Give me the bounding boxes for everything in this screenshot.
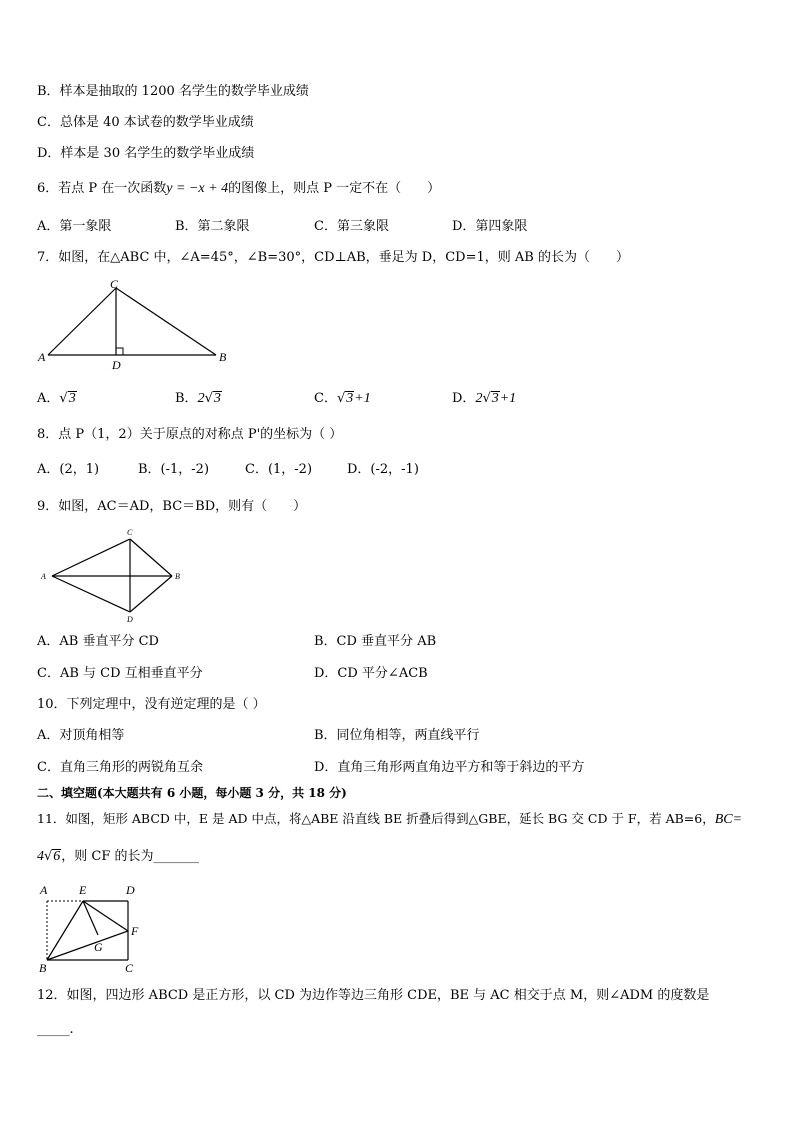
q7-label-d: D <box>112 358 121 372</box>
q11-label-a: A <box>40 883 48 897</box>
q12-stem: 12．如图，四边形 ABCD 是正方形，以 CD 为边作等边三角形 CDE，BE 与 AC 相交于点 M，则∠ADM 的度数是 <box>37 988 710 1003</box>
section-heading: 二、填空题(本大题共有 6 小题，每小题 3 分，共 18 分) <box>37 786 347 800</box>
q10-option-a: A．对顶角相等 <box>37 728 125 743</box>
q5-option-c: C．总体是 40 本试卷的数学毕业成绩 <box>37 115 254 130</box>
q7-label-c: C <box>110 277 119 291</box>
q11-label-d: D <box>126 883 135 897</box>
q11-label-b: B <box>39 961 47 975</box>
q6-stem-post: 的图像上，则点 P 一定不在（ ） <box>228 181 441 196</box>
q7-label-b: B <box>219 350 227 364</box>
q10-stem: 10．下列定理中，没有逆定理的是（ ） <box>37 697 266 712</box>
q9-label-b: B <box>175 572 180 581</box>
q10-option-b: B．同位角相等，两直线平行 <box>314 728 480 743</box>
q9-option-b: B．CD 垂直平分 AB <box>314 634 437 649</box>
q8-option-a: A．(2，1) <box>37 462 100 477</box>
q10-option-c: C．直角三角形的两锐角互余 <box>37 760 203 775</box>
q11-stem-cont: 4√6，则 CF 的长为_______ <box>37 849 200 864</box>
q11-label-f: F <box>131 924 139 938</box>
q7-triangle-figure <box>36 276 236 372</box>
q9-option-d: D．CD 平分∠ACB <box>314 666 428 681</box>
q8-option-d: D．(-2，-1) <box>347 462 419 477</box>
q6-option-a: A．第一象限 <box>37 219 112 234</box>
q5-option-d: D．样本是 30 名学生的数学毕业成绩 <box>37 146 255 161</box>
q5-option-b: B．样本是抽取的 1200 名学生的数学毕业成绩 <box>37 84 309 99</box>
q7-option-d: D．2√3+1 <box>452 391 517 406</box>
q11-bc-label: BC= <box>714 812 743 827</box>
q6-stem-pre: 6．若点 P 在一次函数 <box>37 181 167 196</box>
q7-label-a: A <box>38 350 46 364</box>
q9-label-a: A <box>41 572 46 581</box>
sqrt-icon: √3 <box>59 391 76 406</box>
q11-label-g: G <box>94 940 103 954</box>
sqrt-icon: √3 <box>336 391 354 406</box>
q12-answer-blank: _____. <box>37 1022 74 1037</box>
q8-option-c: C．(1，-2) <box>245 462 313 477</box>
q9-option-c: C．AB 与 CD 互相垂直平分 <box>37 666 203 681</box>
q7-option-b: B．2√3 <box>175 391 221 406</box>
sqrt-icon: √3 <box>204 391 221 406</box>
q9-option-a: A．AB 垂直平分 CD <box>37 634 159 649</box>
q6-option-d: D．第四象限 <box>452 219 528 234</box>
q9-stem: 9．如图，AC＝AD，BC＝BD，则有（ ） <box>37 499 307 514</box>
q11-stem <box>37 810 742 829</box>
q11-stem-tail: ，则 CF 的长为_______ <box>61 849 200 864</box>
q6-stem <box>37 180 440 198</box>
q11-label-c: C <box>125 961 134 975</box>
q7-option-a: A．√3 <box>37 391 76 406</box>
q6-option-b: B．第二象限 <box>175 219 250 234</box>
q9-kite-figure <box>38 526 188 626</box>
q11-stem-text: 11．如图，矩形 ABCD 中，E 是 AD 中点，将△ABE 沿直线 BE 折叠后得到△GBE，延长 BG 交 CD 于 F，若 AB=6， <box>37 811 715 826</box>
q11-rectangle-figure <box>36 880 156 978</box>
q6-formula: y = −x + 4 <box>166 181 229 196</box>
q9-label-d: D <box>127 615 133 624</box>
q6-option-c: C．第三象限 <box>314 219 389 234</box>
sqrt-icon: √6 <box>44 849 61 864</box>
q7-stem: 7．如图，在△ABC 中，∠A=45°，∠B=30°，CD⊥AB，垂足为 D，CD=1，则 AB 的长为（ ） <box>37 250 629 265</box>
q9-label-c: C <box>127 528 133 537</box>
q8-option-b: B．(-1，-2) <box>138 462 210 477</box>
q7-option-c: C．√3+1 <box>314 391 371 406</box>
q11-label-e: E <box>79 883 87 897</box>
q8-stem: 8．点 P（1，2）关于原点的对称点 P'的坐标为（ ） <box>37 427 343 442</box>
sqrt-icon: √3 <box>482 391 499 406</box>
q10-option-d: D．直角三角形两直角边平方和等于斜边的平方 <box>314 760 585 775</box>
